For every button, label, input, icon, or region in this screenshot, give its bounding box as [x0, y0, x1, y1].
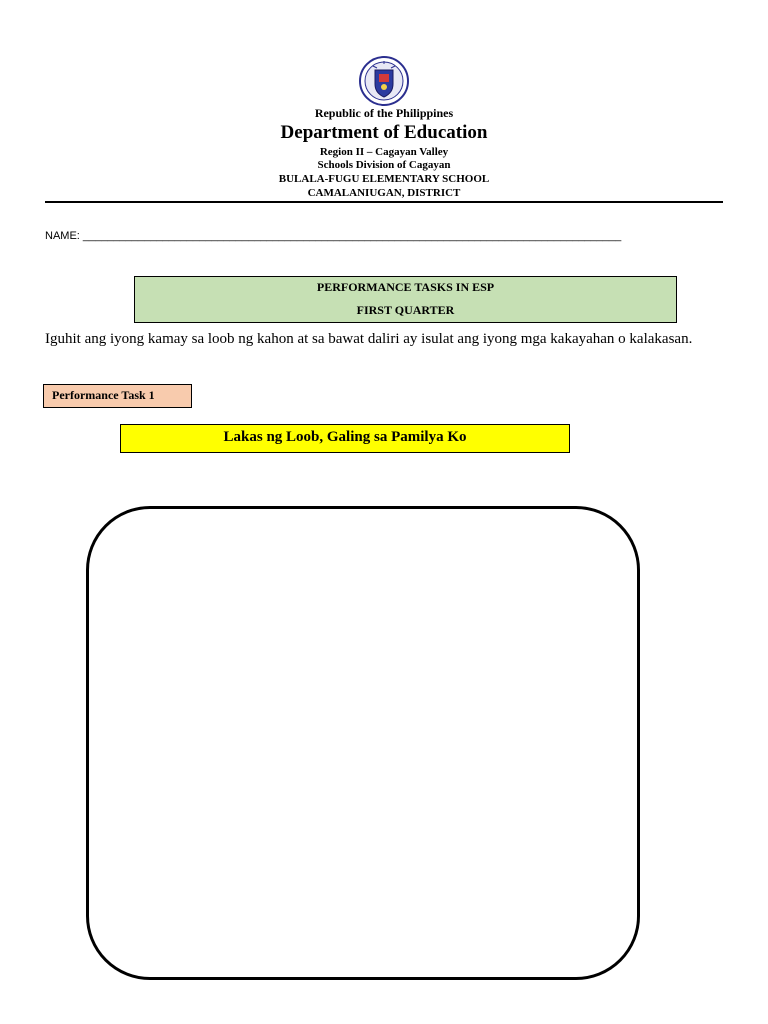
performance-tasks-banner	[134, 276, 677, 323]
drawing-area[interactable]	[86, 506, 640, 980]
name-label: NAME:	[45, 230, 80, 242]
banner-title: PERFORMANCE TASKS IN ESP	[316, 280, 495, 294]
performance-task-label: Performance Task 1	[43, 384, 192, 408]
instruction-text: Iguhit ang iyong kamay sa loob ng kahon at sa bawat daliri ay isulat ang iyong mga kakayahan o kalakasan.	[45, 331, 693, 347]
republic-label: Republic of the Philippines	[314, 106, 454, 120]
division-label: Schools Division of Cagayan	[317, 159, 451, 171]
header-divider	[45, 201, 723, 203]
school-name: BULALA-FUGU ELEMENTARY SCHOOL	[278, 173, 490, 185]
department-title: Department of Education	[280, 122, 488, 143]
region-label: Region II – Cagayan Valley	[319, 146, 449, 158]
task-title: Lakas ng Loob, Galing sa Pamilya Ko	[120, 424, 570, 453]
banner-quarter: FIRST QUARTER	[356, 303, 455, 317]
deped-seal-icon	[351, 56, 417, 106]
district-name: CAMALANIUGAN, DISTRICT	[307, 187, 461, 199]
name-blank-line: ________________________________________________________________________________________	[82, 230, 622, 242]
name-field[interactable]	[45, 230, 621, 242]
